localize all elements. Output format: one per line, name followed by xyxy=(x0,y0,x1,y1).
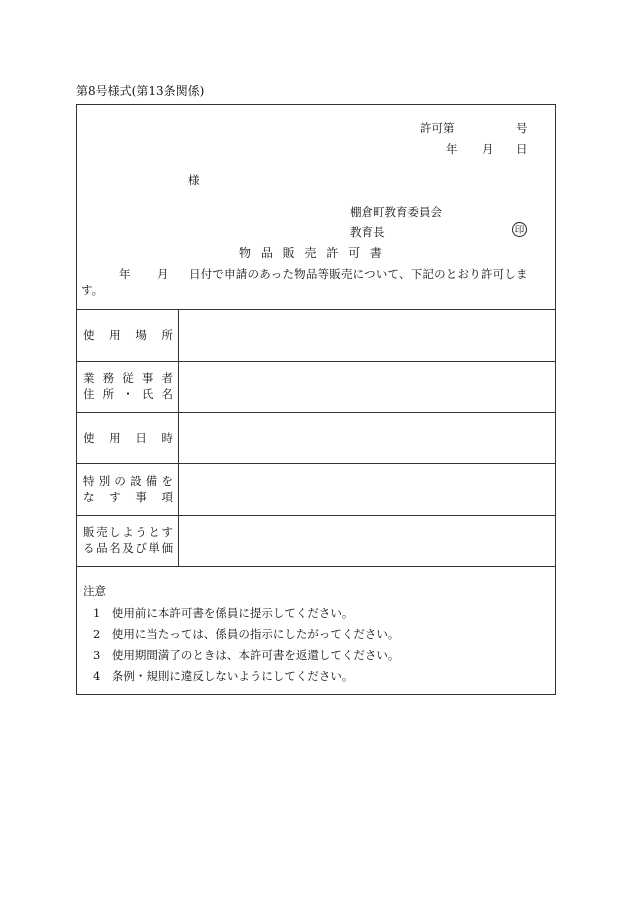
permit-form xyxy=(76,104,556,695)
body-month: 月 xyxy=(157,267,169,281)
note-item: 1 使用前に本許可書を係員に提示してください。 xyxy=(93,606,354,620)
permit-no-suffix: 号 xyxy=(516,121,528,135)
seal-mark: 印 xyxy=(512,222,527,237)
date-year: 年 xyxy=(446,142,458,156)
label-usage-place: 使用場所 xyxy=(83,328,173,342)
permit-no-prefix: 許可第 xyxy=(420,121,455,135)
column-divider xyxy=(178,309,179,566)
label-worker-line-2: 住所・氏名 xyxy=(83,387,173,401)
date-month: 月 xyxy=(482,142,494,156)
row-divider xyxy=(77,566,555,567)
row-divider xyxy=(77,463,555,464)
label-items-line-2: る品名及び単価 xyxy=(83,541,173,555)
row-divider xyxy=(77,515,555,516)
issuer-title: 教育長 xyxy=(350,225,385,239)
label-worker-line-1: 業務従事者 xyxy=(83,371,173,385)
row-divider xyxy=(77,361,555,362)
label-facilities-line-1: 特別の設備を xyxy=(83,474,173,488)
label-facilities-line-2: なす事項 xyxy=(83,490,173,504)
body-text-line-1: 日付で申請のあった物品等販売について、下記のとおり許可しま xyxy=(189,267,528,281)
note-item: 4 条例・規則に違反しないようにしてください。 xyxy=(93,669,354,683)
issuer-org: 棚倉町教育委員会 xyxy=(350,205,442,219)
label-usage-datetime: 使用日時 xyxy=(83,431,173,445)
form-number: 第8号様式(第13条関係) xyxy=(76,84,205,98)
body-year: 年 xyxy=(119,267,131,281)
row-divider xyxy=(77,412,555,413)
label-items-line-1: 販売しようとす xyxy=(83,525,173,539)
addressee-suffix: 様 xyxy=(188,173,200,187)
note-item: 3 使用期間満了のときは、本許可書を返還してください。 xyxy=(93,648,400,662)
note-item: 2 使用に当たっては、係員の指示にしたがってください。 xyxy=(93,627,400,641)
body-text-line-2: す。 xyxy=(81,283,104,297)
notes-heading: 注意 xyxy=(83,584,106,598)
document-title: 物 品 販 売 許 可 書 xyxy=(239,246,382,260)
date-day: 日 xyxy=(516,142,528,156)
row-divider xyxy=(77,309,555,310)
